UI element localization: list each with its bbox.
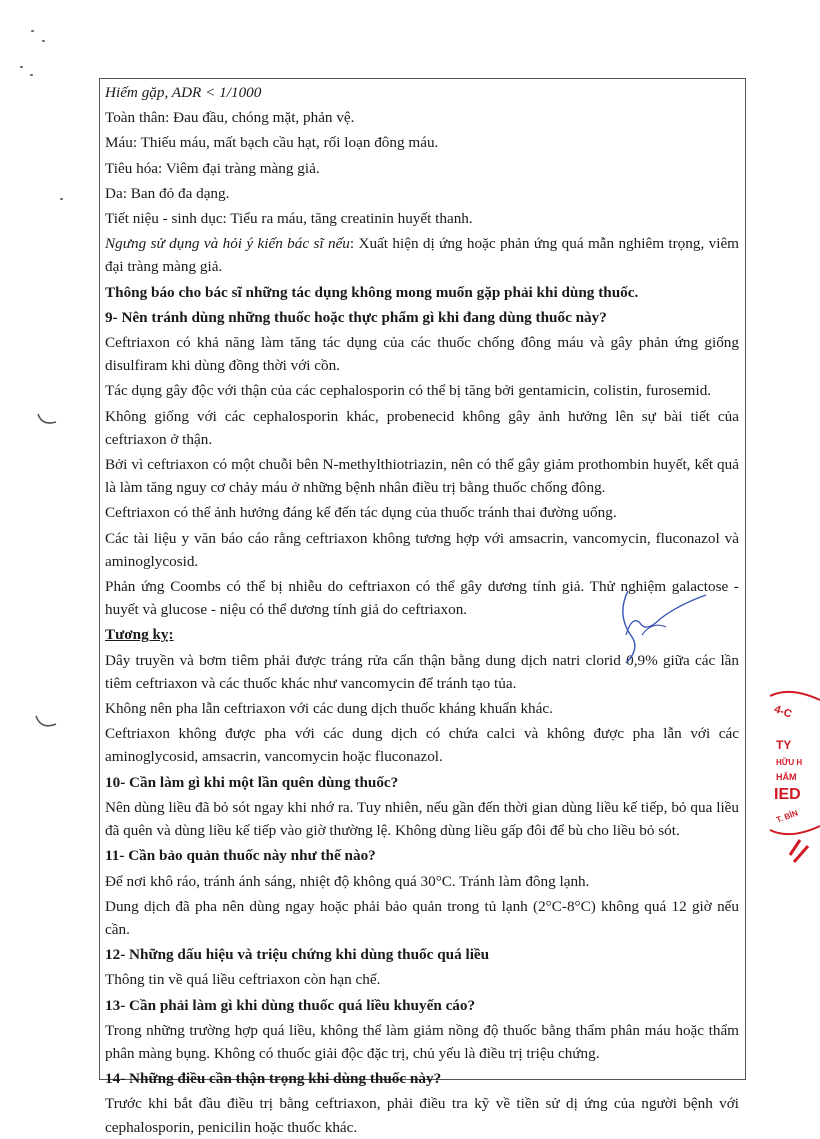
paragraph — [105, 182, 739, 205]
text-run: 13- Cần phải làm gì khi dùng thuốc quá liều khuyến cáo? — [105, 996, 476, 1014]
text-run: Da: Ban đỏ đa dạng. — [105, 184, 230, 202]
text-run: Trước khi bắt đầu điều trị bằng ceftriaxon, phải điều tra kỹ về tiền sử dị ứng của người bệnh với cephalosporin, penicilin hoặc thuốc khác. — [105, 1095, 739, 1136]
paragraph — [105, 1019, 739, 1065]
section-heading — [105, 1067, 739, 1090]
paragraph — [105, 895, 739, 941]
paragraph — [105, 405, 739, 451]
paragraph — [105, 157, 739, 180]
scan-speck — [30, 74, 33, 76]
text-run: 9- Nên tránh dùng những thuốc hoặc thực phẩm gì khi đang dùng thuốc này? — [105, 308, 607, 326]
scan-speck — [31, 30, 34, 32]
paragraph — [105, 968, 739, 991]
punch-hole-mark — [34, 714, 60, 732]
text-run: 14- Những điều cần thận trọng khi dùng thuốc này? — [105, 1070, 442, 1088]
text-run: : Xuất hiện dị ứng hoặc phản ứng quá mẫn nghiêm trọng, viêm đại tràng màng giả. — [105, 235, 739, 276]
text-run: Không giống với các cephalosporin khác, probenecid không gây ảnh hưởng lên sự bài tiết của ceftriaxon ở thận. — [105, 407, 739, 448]
subheading — [105, 81, 739, 104]
text-run: Ceftriaxon có khả năng làm tăng tác dụng của các thuốc chống đông máu và gây phản ứng giống disulfiram khi dùng đồng thời với cồn. — [105, 334, 739, 375]
text-run: Tương kỵ: — [105, 626, 174, 644]
paragraph — [105, 106, 739, 129]
text-run: Ceftriaxon không được pha với các dung dịch có chứa calci và không được pha lẫn với các aminoglycosid, amsacrin, vancomycin hoặc fluconazol. — [105, 725, 739, 766]
paragraph — [105, 1092, 739, 1138]
stamp-text: 4-C — [772, 703, 794, 721]
text-run: Ngưng sử dụng và hỏi ý kiến bác sĩ nếu — [105, 235, 350, 253]
paragraph — [105, 453, 739, 499]
text-run: 12- Những dấu hiệu và triệu chứng khi dùng thuốc quá liều — [105, 946, 490, 964]
document-frame — [99, 78, 746, 1136]
text-run: Toàn thân: Đau đầu, chóng mặt, phản vệ. — [105, 109, 355, 127]
text-run: Các tài liệu y văn báo cáo rằng ceftriaxon không tương hợp với amsacrin, vancomycin, fluconazol và aminoglycosid. — [105, 529, 739, 570]
section-heading — [105, 306, 739, 329]
section-heading — [105, 844, 739, 867]
text-run: Không nên pha lẫn ceftriaxon với các dung dịch thuốc kháng khuẩn khác. — [105, 700, 553, 718]
text-run: Ceftriaxon có thể ảnh hưởng đáng kể đến tác dụng của thuốc tránh thai đường uống. — [105, 504, 617, 522]
section-heading — [105, 943, 739, 966]
scan-speck — [20, 66, 23, 68]
paragraph — [105, 527, 739, 573]
paragraph — [105, 207, 739, 230]
text-run: Thông báo cho bác sĩ những tác dụng không mong muốn gặp phải khi dùng thuốc. — [105, 283, 639, 301]
text-run: Dây truyền và bơm tiêm phải được tráng rửa cẩn thận bằng dung dịch natri clorid 0,9% giữa các lần tiêm ceftriaxon và các thuốc khác như vancomycin để tránh tạo tủa. — [105, 651, 739, 692]
text-run: Nên dùng liều đã bỏ sót ngay khi nhớ ra. Tuy nhiên, nếu gần đến thời gian dùng liều kế tiếp, bỏ qua liều đã quên và dùng liều kế tiếp vào giờ thường lệ. Không dùng liều gấp đôi để bù cho liều bỏ sót. — [105, 798, 739, 840]
company-stamp — [760, 690, 820, 870]
stamp-text: IED — [774, 786, 801, 803]
text-run: 10- Cần làm gì khi một lần quên dùng thuốc? — [105, 773, 399, 791]
stamp-text: HẨM — [776, 772, 797, 782]
stamp-text: T. BÌN — [775, 808, 800, 825]
text-run: Trong những trường hợp quá liều, không thể làm giảm nồng độ thuốc bằng thẩm phân máu hoặc thẩm phân màng bụng. Không có thuốc giải độc đặc trị, chủ yếu là điều trị triệu chứng. — [105, 1021, 739, 1062]
paragraph — [105, 501, 739, 524]
paragraph — [105, 796, 739, 842]
section-heading — [105, 994, 739, 1017]
paragraph — [105, 131, 739, 154]
handwritten-signature — [596, 585, 716, 675]
scan-speck — [60, 198, 63, 200]
text-run: Tiêu hóa: Viêm đại tràng màng giả. — [105, 159, 320, 177]
text-run: Phản ứng Coombs có thể bị nhiễu do ceftriaxon có thể gây dương tính giả. Thử nghiệm galactose - huyết và glucose - niệu có thể dương tính giả do ceftriaxon. — [105, 578, 739, 619]
text-run: Máu: Thiếu máu, mất bạch cầu hạt, rối loạn đông máu. — [105, 134, 439, 152]
stamp-text: TY — [776, 738, 792, 752]
punch-hole-mark — [36, 412, 60, 428]
text-run: Tác dụng gây độc với thận của các cephalosporin có thể bị tăng bởi gentamicin, colistin, furosemid. — [105, 382, 712, 400]
scan-speck — [42, 40, 45, 42]
paragraph — [105, 232, 739, 278]
section-heading — [105, 281, 739, 304]
text-run: Dung dịch đã pha nên dùng ngay hoặc phải bảo quản trong tủ lạnh (2°C-8°C) không quá 12 giờ nếu cần. — [105, 897, 739, 938]
text-run: 11- Cần bảo quản thuốc này như thế nào? — [105, 847, 376, 865]
text-run: Bởi vì ceftriaxon có một chuỗi bên N-methylthiotriazin, nên có thể gây giảm prothombin huyết, kết quả là làm tăng nguy cơ chảy máu ở những bệnh nhân điều trị bằng thuốc chống đông. — [105, 456, 739, 497]
paragraph — [105, 331, 739, 377]
text-run: Hiếm gặp, ADR < 1/1000 — [105, 84, 262, 101]
paragraph — [105, 379, 739, 402]
text-run: Thông tin về quá liều ceftriaxon còn hạn chế. — [105, 971, 381, 989]
paragraph — [105, 697, 739, 720]
stamp-text: HỮU H — [776, 758, 803, 767]
text-run: Để nơi khô ráo, tránh ánh sáng, nhiệt độ không quá 30°C. Tránh làm đông lạnh. — [105, 872, 590, 890]
section-heading — [105, 771, 739, 794]
paragraph — [105, 870, 739, 893]
text-run: Tiết niệu - sinh dục: Tiểu ra máu, tăng creatinin huyết thanh. — [105, 210, 473, 228]
paragraph — [105, 722, 739, 768]
